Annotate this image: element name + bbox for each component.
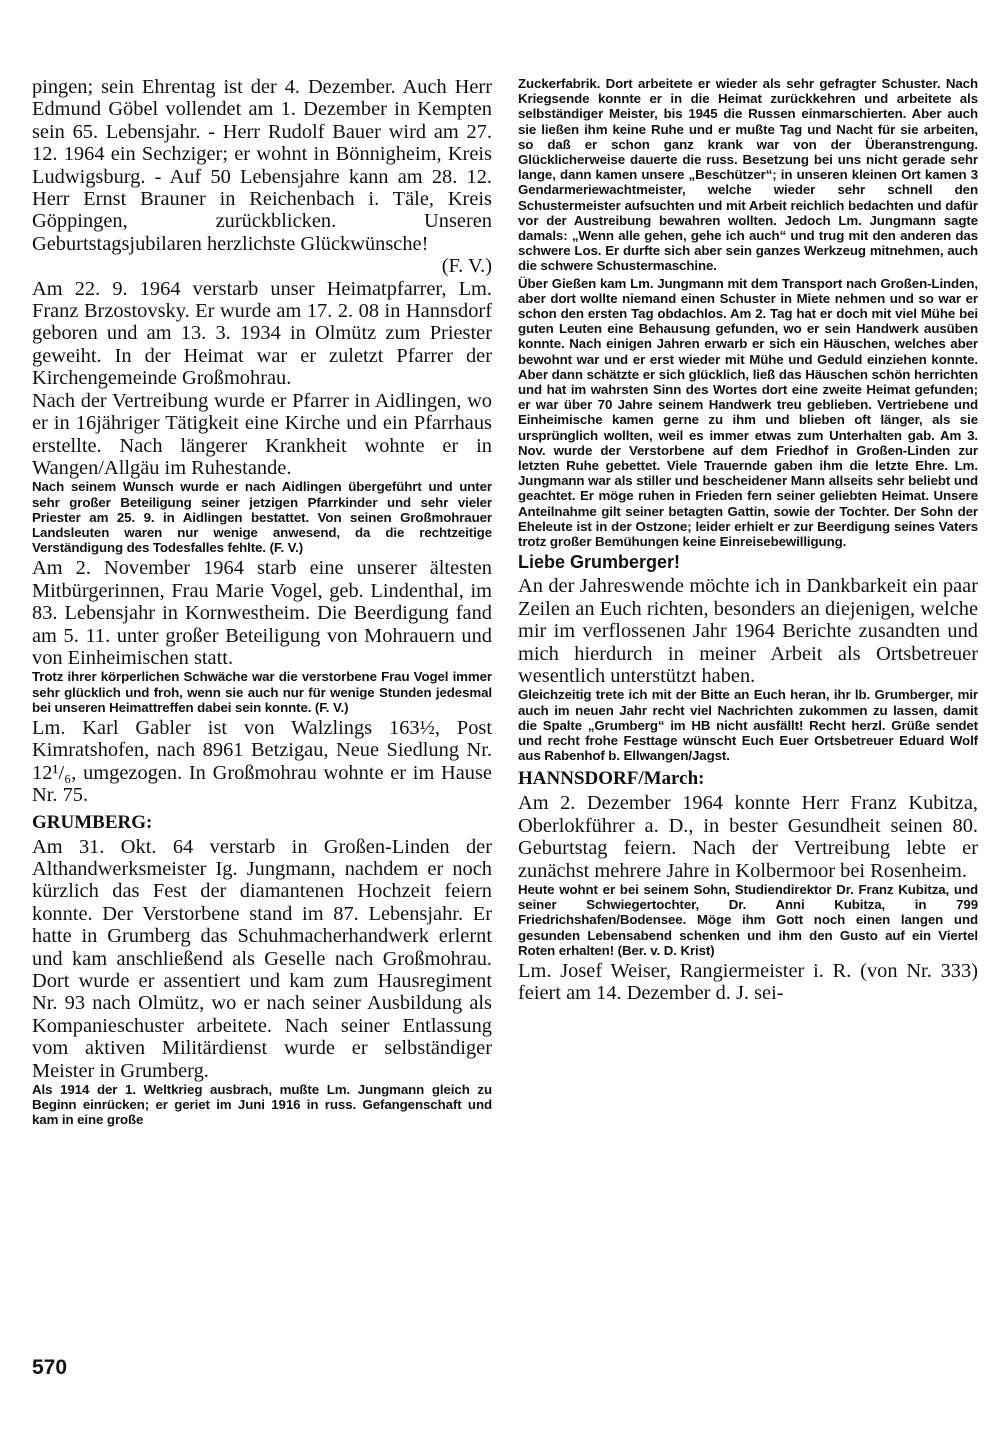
obituary-jungmann-continued: Zuckerfabrik. Dort arbeitete er wieder als sehr gefragter Schuster. Nach Kriegsende konnte er in die Heimat zurückkehren und arbeitete als selbständiger Meister, bis 1945 die Russen einmarschierten. Aber auch sie ließen ihm keine Ruhe und er mußte Tag und Nacht für sie arbeiten, so daß er schon ganz krank war von der Überanstrengung. Glücklicherweise dauerte die russ. Besetzung bei uns nicht gerade sehr lange, dann kamen unsere „Beschützer“; in unseren kleinen Ort kamen 3 Gendarmeriewachtmeister, welche wieder sehr schnell den Schustermeister aufsuchten und mit Arbeit reichlich bedachten und dafür vor der Austreibung bewahren wollten. Jedoch Lm. Jungmann sagte damals: „Wenn alle gehen, gehe ich auch“ und trug mit den anderen das schwere Los. Er durfte sich aber sein ganzes Werkzeug mitnehmen, auch die schwere Schustermaschine. <box>518 76 978 274</box>
left-column <box>32 76 492 1130</box>
relocation-notice-gabler: Lm. Karl Gabler ist von Walzlings 163½, Post Kimratshofen, nach 8961 Betzigau, Neue Siedlung Nr. 12¹/₆, umgezogen. In Großmohrau wohnte er im Hause Nr. 75. <box>32 716 492 807</box>
birthday-weiser: Lm. Josef Weiser, Rangiermeister i. R. (von Nr. 333) feiert am 14. Dezember d. J. sei- <box>518 959 978 1005</box>
section-heading-grumberg: GRUMBERG: <box>32 811 153 833</box>
obituary-vogel: Am 2. November 1964 starb eine unserer ältesten Mitbürgerinnen, Frau Marie Vogel, geb. Lindenthal, im 83. Lebensjahr in Kornwestheim. Die Beerdigung fand am 5. 11. unter großer Beteiligung von Mohrauern und von Einheimischen statt. <box>32 557 492 669</box>
signature: (F. V.) <box>441 255 492 278</box>
obituary-jungmann-after-expulsion: Über Gießen kam Lm. Jungmann mit dem Transport nach Großen-Linden, aber dort wollte niemand einen Schuster in Miete nehmen und so war er schon den ersten Tag obdachlos. Am 2. Tag hat er doch mit viel Mühe bei guten Leuten eine Behausung gefunden, wo er sein Handwerk ausüben konnte. Nach einigen Jahren erwarb er sich ein Häuschen, welches aber bewohnt war und er erst wieder mit Mühe und Geduld einziehen konnte. Aber dann schätzte er sich glücklich, ließ das Häuschen schön herrichten und hat im wahrsten Sinn des Wortes dort eine zweite Heimat gefunden; er war über 70 Jahre seinem Handwerk treu geblieben. Vertriebene und Einheimische kamen gerne zu ihm und blieben oft länger, als sie ursprünglich wollten, weil es immer etwas zum Unterhalten gab. Am 3. Nov. wurde der Verstorbene auf dem Friedhof in Großen-Linden zur letzten Ruhe gebettet. Viele Trauernde gaben ihm die letzte Ehre. Lm. Jungmann war als stiller und bescheidener Mann allseits sehr beliebt und geachtet. Er möge ruhen in Frieden fern seiner geliebten Heimat. Unsere Anteilnahme gilt seiner betagten Gattin, sowie der Tochter. Der Sohn der Eheleute ist in der Ostzone; leider erhielt er zur Beerdigung seines Vaters trotz großer Bemühungen keine Einreisebewilligung. <box>518 275 978 550</box>
birthday-kubitza: Am 2. Dezember 1964 konnte Herr Franz Kubitza, Oberlokführer a. D., in bester Gesundheit seinen 80. Geburtstag feiern. Nach der Vertreibung lebte er zunächst mehrere Jahre in Kolbermoor bei Rosenheim. <box>518 792 978 882</box>
obituary-brzostovsky-continued: Nach der Vertreibung wurde er Pfarrer in Aidlingen, wo er in 16jähriger Tätigkeit eine Kirche und ein Pfarrhaus erstellte. Nach längerer Krankheit wohnte er in Wangen/Allgäu im Ruhestande. <box>32 389 492 479</box>
obituary-jungmann: Am 31. Okt. 64 verstarb in Großen-Linden der Althandwerksmeister Ig. Jungmann, nachdem er noch kürzlich das Fest der diamantenen Hochzeit feiern konnte. Der Verstorbene stand im 87. Lebensjahr. Er hatte in Grumberg das Schuhmacherhandwerk erlernt und kam anschließend als Geselle nach Großmohrau. Dort wurde er assentiert und kam zum Hausregiment Nr. 93 nach Olmütz, wo er nach seiner Ausbildung als Kompanieschuster arbeitete. Nach seiner Entlassung vom aktiven Militärdienst wurde er selbständiger Meister in Grumberg. <box>32 835 492 1082</box>
birthday-kubitza-note: Heute wohnt er bei seinem Sohn, Studiendirektor Dr. Franz Kubitza, und seiner Schwiegertochter, Dr. Anni Kubitza, in 799 Friedrichshafen/Bodensee. Möge ihm Gott noch einen langen und gesunden Lebensabend schenken und ihm den Gusto auf ein Viertel Roten erhalten! (Ber. v. D. Krist) <box>518 881 978 958</box>
obituary-jungmann-war: Als 1914 der 1. Weltkrieg ausbrach, mußte Lm. Jungmann gleich zu Beginn einrücken; er geriet im Juni 1916 in russ. Gefangenschaft und kam in eine große <box>32 1082 492 1128</box>
obituary-vogel-note: Trotz ihrer körperlichen Schwäche war die verstorbene Frau Vogel immer sehr glücklich und froh, wenn sie auch nur für wenige Stunden jedesmal bei unseren Heimattreffen dabei sein konnte. (F. V.) <box>32 669 492 715</box>
birthday-notice: pingen; sein Ehrentag ist der 4. Dezember. Auch Herr Edmund Göbel vollendet am 1. Dezember in Kempten sein 65. Lebensjahr. - Herr Rudolf Bauer wird am 27. 12. 1964 ein Sechziger; er wohnt in Bönnigheim, Kreis Ludwigsburg. - Auf 50 Lebensjahre kann am 28. 12. Herr Ernst Brauner in Reichenbach i. Täle, Kreis Göppingen, zurückblicken. Unseren Geburtstagsjubilaren herzlichste Glückwünsche! <box>32 76 492 255</box>
obituary-brzostovsky-burial: Nach seinem Wunsch wurde er nach Aidlingen übergeführt und unter sehr großer Beteiligung seiner jetzigen Pfarrkinder und sehr vieler Priester am 25. 9. in Aidlingen bestattet. Von seinen Großmohrauer Landsleuten waren nur wenige anwesend, da die rechtzeitige Verständigung des Todesfalles fehlte. (F. V.) <box>32 479 492 556</box>
thanks-letter: An der Jahreswende möchte ich in Dankbarkeit ein paar Zeilen an Euch richten, besonders an diejenigen, welche mir im verflossenen Jahr 1964 Berichte zusandten und mich hierdurch in meiner Arbeit als Ortsbetreuer wesentlich unterstützt haben. <box>518 575 978 687</box>
page-number: 570 <box>32 1356 68 1379</box>
section-heading-liebe-grumberger: Liebe Grumberger! <box>518 552 681 573</box>
section-heading-hannsdorf: HANNSDORF/March: <box>518 768 705 790</box>
obituary-brzostovsky: Am 22. 9. 1964 verstarb unser Heimatpfarrer, Lm. Franz Brzostovsky. Er wurde am 17. 2. 08 in Hannsdorf geboren und am 13. 3. 1934 in Olmütz zum Priester geweiht. In der Heimat war er zuletzt Pfarrer der Kirchengemeinde Großmohrau. <box>32 277 492 390</box>
thanks-letter-request: Gleichzeitig trete ich mit der Bitte an Euch heran, ihr lb. Grumberger, mir auch im neuen Jahr recht viel Nachrichten zukommen zu lassen, damit die Spalte „Grumberg“ im HB nicht ausfällt! Recht herzl. Grüße sendet und recht frohe Festtage wünscht Euch Euer Ortsbetreuer Eduard Wolf aus Rabenhof b. Ellwangen/Jagst. <box>518 687 978 764</box>
right-column <box>518 76 978 1005</box>
